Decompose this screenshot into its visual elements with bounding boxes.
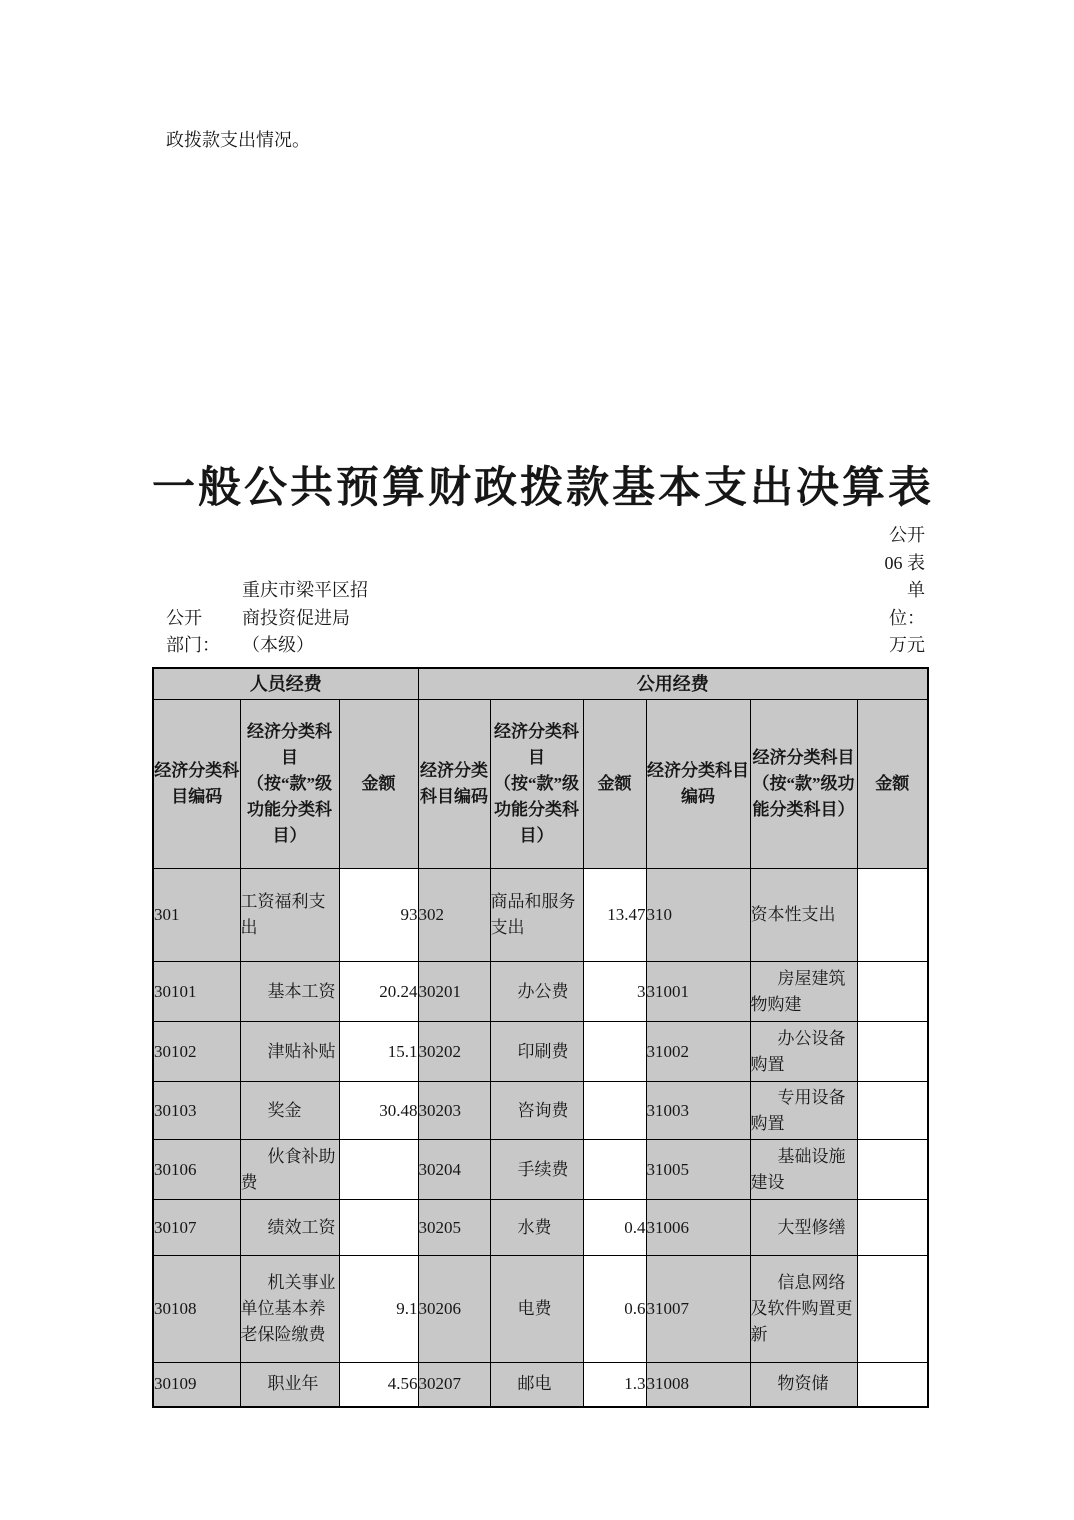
subject-cell: 职业年 [240, 1363, 339, 1407]
table-row [153, 869, 928, 962]
subject-cell: 电费 [490, 1256, 583, 1363]
code-cell: 31006 [646, 1200, 750, 1256]
code-cell: 30108 [153, 1256, 240, 1363]
amount-cell [857, 1022, 928, 1082]
column-header-subject: 经济分类科目（按“款”级功能分类科目） [240, 700, 339, 869]
table-row [153, 1022, 928, 1082]
budget-table [152, 667, 929, 1408]
amount-cell: 13.47 [583, 869, 646, 962]
subject-cell: 大型修缮 [750, 1200, 857, 1256]
code-cell: 30203 [418, 1082, 490, 1140]
subject-cell: 资本性支出 [750, 869, 857, 962]
unit-label-line: 万元 [889, 635, 925, 655]
column-header-code: 经济分类科目编码 [646, 700, 750, 869]
subject-cell: 基本工资 [240, 962, 339, 1022]
column-header-code: 经济分类科目编码 [153, 700, 240, 869]
column-header-row [153, 700, 928, 869]
unit-label-line: 单 [907, 580, 925, 600]
subject-cell: 奖金 [240, 1082, 339, 1140]
dept-name [242, 577, 368, 660]
dept-name-line: 商投资促进局 [242, 607, 350, 628]
amount-cell [857, 962, 928, 1022]
code-cell: 30206 [418, 1256, 490, 1363]
subject-cell: 工资福利支出 [240, 869, 339, 962]
subject-cell: 基础设施建设 [750, 1140, 857, 1200]
amount-cell [339, 1140, 418, 1200]
subject-cell: 专用设备购置 [750, 1082, 857, 1140]
column-header-code: 经济分类科目编码 [418, 700, 490, 869]
subject-cell: 伙食补助费 [240, 1140, 339, 1200]
group-header-public-funds: 公用经费 [418, 668, 928, 700]
code-cell: 31001 [646, 962, 750, 1022]
subject-cell: 房屋建筑物购建 [750, 962, 857, 1022]
code-cell: 30202 [418, 1022, 490, 1082]
unit-label-line: 位： [889, 607, 925, 628]
subject-cell: 咨询费 [490, 1082, 583, 1140]
form-code-line: 公开 [889, 525, 925, 545]
amount-cell [857, 1200, 928, 1256]
dept-name-line: （本级） [242, 635, 314, 655]
page-title: 一般公共预算财政拨款基本支出决算表 [152, 465, 934, 512]
amount-cell: 9.1 [339, 1256, 418, 1363]
column-header-amount: 金额 [583, 700, 646, 869]
subject-cell: 水费 [490, 1200, 583, 1256]
code-cell: 31008 [646, 1363, 750, 1407]
table-row [153, 1363, 928, 1407]
subject-cell: 印刷费 [490, 1022, 583, 1082]
table-body [153, 869, 928, 1407]
column-header-subject: 经济分类科目（按“款”级功能分类科目） [490, 700, 583, 869]
subject-cell: 机关事业单位基本养老保险缴费 [240, 1256, 339, 1363]
subject-cell: 津贴补贴 [240, 1022, 339, 1082]
amount-cell: 30.48 [339, 1082, 418, 1140]
code-cell: 31005 [646, 1140, 750, 1200]
subject-cell: 办公费 [490, 962, 583, 1022]
dept-label [152, 605, 220, 660]
subject-cell: 信息网络及软件购置更新 [750, 1256, 857, 1363]
amount-cell: 20.24 [339, 962, 418, 1022]
amount-cell: 0.4 [583, 1200, 646, 1256]
amount-cell [857, 1256, 928, 1363]
table-row [153, 1200, 928, 1256]
amount-cell [857, 1140, 928, 1200]
amount-cell: 1.3 [583, 1363, 646, 1407]
table-row [153, 962, 928, 1022]
amount-cell [583, 1022, 646, 1082]
amount-cell: 93 [339, 869, 418, 962]
code-cell: 30106 [153, 1140, 240, 1200]
amount-cell [339, 1200, 418, 1256]
code-cell: 30201 [418, 962, 490, 1022]
dept-label-line: 公开 [166, 607, 202, 628]
dept-name-line: 重庆市梁平区招 [242, 580, 368, 600]
code-cell: 31002 [646, 1022, 750, 1082]
code-cell: 30109 [153, 1363, 240, 1407]
group-header-personnel-funds: 人员经费 [153, 668, 418, 700]
code-cell: 310 [646, 869, 750, 962]
subject-cell: 物资储 [750, 1363, 857, 1407]
form-code-and-unit [885, 522, 928, 660]
code-cell: 302 [418, 869, 490, 962]
code-cell: 30207 [418, 1363, 490, 1407]
table-row [153, 1082, 928, 1140]
amount-cell: 0.6 [583, 1256, 646, 1363]
column-header-amount: 金额 [857, 700, 928, 869]
code-cell: 30204 [418, 1140, 490, 1200]
subject-cell: 商品和服务支出 [490, 869, 583, 962]
code-cell: 30102 [153, 1022, 240, 1082]
page [152, 0, 934, 1408]
column-header-amount: 金额 [339, 700, 418, 869]
intro-text: 政拨款支出情况。 [166, 130, 310, 150]
amount-cell [857, 1363, 928, 1407]
table-meta [152, 522, 927, 660]
amount-cell: 4.56 [339, 1363, 418, 1407]
subject-cell: 邮电 [490, 1363, 583, 1407]
code-cell: 31007 [646, 1256, 750, 1363]
amount-cell [857, 1082, 928, 1140]
amount-cell: 3 [583, 962, 646, 1022]
code-cell: 30205 [418, 1200, 490, 1256]
table-row [153, 1140, 928, 1200]
code-cell: 30103 [153, 1082, 240, 1140]
code-cell: 301 [153, 869, 240, 962]
dept-label-line: 部门： [166, 635, 220, 655]
amount-cell [583, 1140, 646, 1200]
column-header-subject: 经济分类科目（按“款”级功能分类科目） [750, 700, 857, 869]
amount-cell [857, 869, 928, 962]
group-header-row [153, 668, 928, 700]
amount-cell: 15.1 [339, 1022, 418, 1082]
amount-cell [583, 1082, 646, 1140]
subject-cell: 办公设备购置 [750, 1022, 857, 1082]
subject-cell: 手续费 [490, 1140, 583, 1200]
table-row [153, 1256, 928, 1363]
code-cell: 31003 [646, 1082, 750, 1140]
code-cell: 30101 [153, 962, 240, 1022]
subject-cell: 绩效工资 [240, 1200, 339, 1256]
code-cell: 30107 [153, 1200, 240, 1256]
form-code-line: 06 表 [884, 552, 925, 573]
